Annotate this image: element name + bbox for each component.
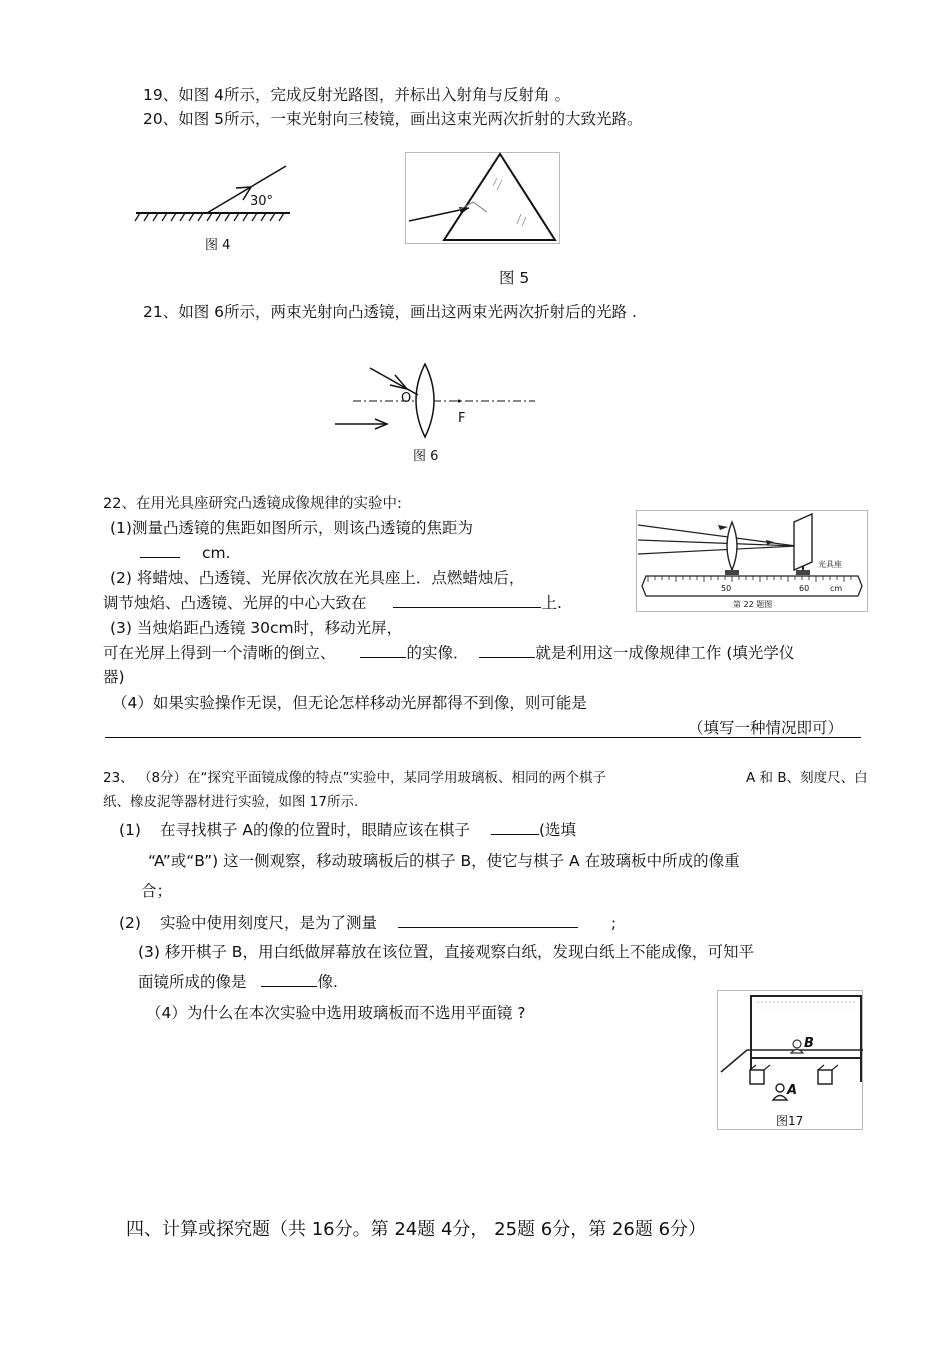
figure-6-caption: 图 6	[413, 449, 439, 464]
q22-part-3-end: 器)	[103, 668, 125, 686]
q23-part-2-num: (2)	[119, 914, 141, 932]
unit-text: cm.	[201, 544, 231, 562]
question-19: 19、如图 4所示，完成反射光路图，并标出入射角与反射角 。	[143, 86, 570, 104]
q22-part-3-cont	[103, 643, 794, 663]
figure-4-diagram	[130, 160, 300, 230]
q22-part-3-text-c: 就是利用这一成像规律工作 (填光学仪	[535, 644, 795, 662]
question-20: 20、如图 5所示，一束光射向三棱镜，画出这束光两次折射的大致光路。	[143, 110, 643, 128]
question-23-intro-b: A 和 B、刻度尺、白	[746, 770, 868, 786]
figure-5-caption: 图 5	[499, 269, 530, 287]
tick-60: 60	[799, 584, 810, 593]
figure-5-diagram	[405, 152, 560, 244]
chess-piece-b	[793, 1040, 801, 1048]
question-21: 21、如图 6所示，两束光射向凸透镜，画出这两束光两次折射后的光路 .	[143, 303, 637, 321]
angle-label: 30°	[250, 194, 274, 209]
q22-part-3-text-b: 的实像．	[406, 644, 469, 662]
answer-blank[interactable]	[479, 643, 535, 658]
figure-6-diagram	[335, 362, 540, 440]
answer-blank[interactable]	[393, 593, 541, 608]
answer-blank[interactable]	[261, 972, 317, 987]
optical-center-label: O	[401, 391, 412, 406]
q23-part-1-end: (选填	[538, 821, 577, 839]
q23-part-2-text: 实验中使用刻度尺，是为了测量	[160, 914, 378, 932]
figure-17-diagram	[717, 990, 863, 1130]
figure-4-caption: 图 4	[205, 238, 231, 253]
q23-part-1-cont: “A”或“B”) 这一侧观察，移动玻璃板后的棋子 B，使它与棋子 A 在玻璃板中所成的像重	[148, 852, 740, 870]
tick-50: 50	[721, 584, 732, 593]
q22-part-2: (2) 将蜡烛、凸透镜、光屏依次放在光具座上．点燃蜡烛后，	[110, 569, 525, 587]
screen	[794, 514, 812, 570]
answer-blank[interactable]	[491, 820, 539, 835]
q23-part-3-text: 面镜所成的像是	[138, 973, 247, 991]
answer-blank[interactable]	[398, 913, 578, 928]
question-23-intro-c: 纸、橡皮泥等器材进行实验，如图 17所示.	[103, 794, 359, 810]
unit-cm: cm	[830, 584, 843, 593]
label-a: A	[787, 1083, 798, 1098]
q23-part-3-end: 像.	[317, 973, 338, 991]
answer-blank[interactable]	[360, 643, 406, 658]
q23-part-3: (3) 移开棋子 B，用白纸做屏幕放在该位置，直接观察白纸，发现白纸上不能成像，可知平	[138, 943, 754, 961]
figure-17-caption: 图17	[776, 1114, 804, 1128]
focus-label: F	[458, 411, 466, 426]
figure-22-caption: 第 22 题图	[733, 600, 773, 609]
optical-bench	[642, 576, 862, 596]
q22-part-2-end: 上.	[541, 594, 562, 612]
incident-ray	[207, 166, 286, 213]
q22-part-4: （4）如果实验操作无误，但无论怎样移动光屏都得不到像，则可能是	[112, 694, 587, 712]
q23-part-1	[160, 820, 576, 840]
q23-part-1-num: (1)	[119, 821, 141, 839]
q23-part-2	[160, 913, 616, 933]
q22-part-3-text-a: 可在光屏上得到一个清晰的倒立、	[103, 644, 336, 662]
chess-piece-a	[776, 1084, 784, 1092]
convex-lens	[416, 364, 434, 437]
section-4-heading: 四、计算或探究题（共 16分。第 24题 4分， 25题 6分，第 26题 6分）	[126, 1219, 707, 1240]
q22-part-2-text: 调节烛焰、凸透镜、光屏的中心大致在	[103, 594, 367, 612]
q22-part-2-cont	[103, 593, 562, 613]
question-23-intro: 23、 （8分）在“探究平面镜成像的特点”实验中，某同学用玻璃板、相同的两个棋子	[103, 770, 607, 786]
q23-part-1-text: 在寻找棋子 A的像的位置时，眼睛应该在棋子	[160, 821, 471, 839]
answer-blank[interactable]	[140, 543, 180, 558]
q22-part-4-hint: （填写一种情况即可）	[687, 719, 843, 737]
q23-part-3-cont	[138, 972, 338, 992]
q23-part-4: （4）为什么在本次实验中选用玻璃板而不选用平面镜 ?	[146, 1004, 526, 1022]
label-b: B	[804, 1036, 814, 1051]
q22-part-3: (3) 当烛焰距凸透镜 30cm时，移动光屏，	[110, 619, 403, 637]
q23-part-2-end: ;	[610, 914, 617, 932]
bench-label: 光具座	[818, 560, 842, 569]
q23-part-1-end-line: 合；	[141, 882, 173, 900]
q22-part-1: (1)测量凸透镜的焦距如图所示，则该凸透镜的焦距为	[110, 519, 473, 537]
question-22-title: 22、在用光具座研究凸透镜成像规律的实验中:	[103, 496, 402, 512]
q22-part-4-answer-line[interactable]	[105, 718, 861, 738]
q22-part-1-answer	[140, 543, 231, 563]
